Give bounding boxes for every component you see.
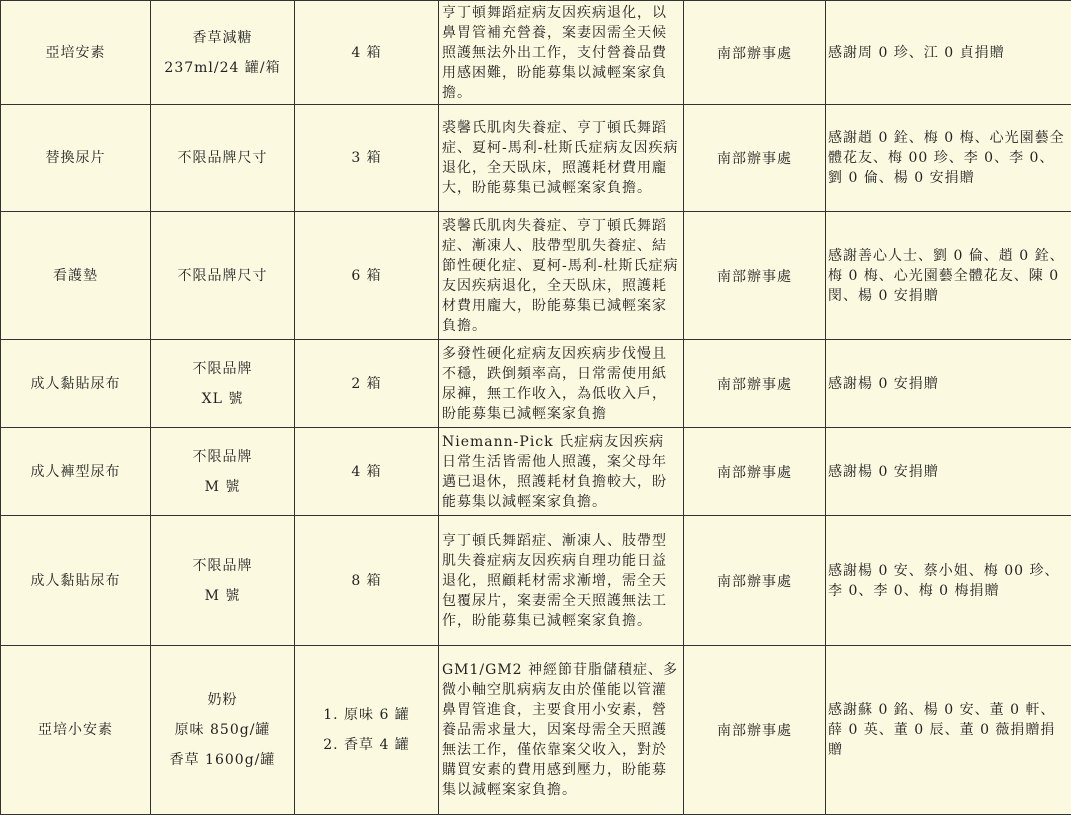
office-cell: 南部辦事處 (684, 1, 826, 105)
item-name-cell: 亞培小安素 (1, 646, 151, 815)
spec-line: 不限品牌尺寸 (151, 261, 294, 291)
office-cell: 南部辦事處 (684, 340, 826, 428)
item-name-cell: 亞培安素 (1, 1, 151, 105)
thanks-cell: 感謝楊 0 安捐贈 (826, 428, 1071, 516)
item-name-cell: 成人褲型尿布 (1, 428, 151, 516)
spec-line: M 號 (151, 581, 294, 611)
table-row (1, 516, 1071, 646)
office-cell: 南部辦事處 (684, 428, 826, 516)
reason-cell: Niemann-Pick 氏症病友因疾病日常生活皆需他人照護，案父母年邁已退休，照護耗材負擔較大，盼能募集以減輕案家負擔。 (439, 428, 684, 516)
office-cell: 南部辦事處 (684, 516, 826, 646)
spec-line: 奶粉 (151, 685, 294, 715)
quantity-cell (295, 340, 439, 428)
office-cell: 南部辦事處 (684, 105, 826, 212)
spec-line: 不限品牌 (151, 354, 294, 384)
spec-line: 香草 1600g/罐 (151, 745, 294, 775)
quantity-cell (295, 105, 439, 212)
item-name-cell: 成人黏貼尿布 (1, 340, 151, 428)
reason-cell: 裘馨氏肌肉失養症、亨丁頓氏舞蹈症、夏柯-馬利-杜斯氏症病友因疾病退化，全天臥床，照護耗材費用龐大，盼能募集已減輕案家負擔。 (439, 105, 684, 212)
spec-line: 香草減糖 (151, 23, 294, 53)
spec-line: XL 號 (151, 384, 294, 414)
quantity-cell (295, 646, 439, 815)
table-row (1, 105, 1071, 212)
table-row (1, 428, 1071, 516)
thanks-cell: 感謝楊 0 安、蔡小姐、梅 00 珍、李 0、李 0、梅 0 梅捐贈 (826, 516, 1071, 646)
spec-cell (151, 340, 295, 428)
spec-line: 不限品牌 (151, 442, 294, 472)
qty-line: 4 箱 (295, 38, 438, 68)
quantity-cell (295, 516, 439, 646)
thanks-cell: 感謝蘇 0 銘、楊 0 安、董 0 軒、薛 0 英、董 0 辰、董 0 薇捐贈捐贈 (826, 646, 1071, 815)
table-row (1, 212, 1071, 340)
reason-cell: 裘馨氏肌肉失養症、亨丁頓氏舞蹈症、漸凍人、肢帶型肌失養症、結節性硬化症、夏柯-馬利-杜斯氏症病友因疾病退化，全天臥床，照護耗材費用龐大，盼能募集已減輕案家負擔。 (439, 212, 684, 340)
quantity-cell (295, 428, 439, 516)
table-row (1, 340, 1071, 428)
spec-cell (151, 428, 295, 516)
office-cell: 南部辦事處 (684, 646, 826, 815)
thanks-cell: 感謝善心人士、劉 0 倫、趙 0 銓、梅 0 梅、心光園藝全體花友、陳 0 閔、楊 0 安捐贈 (826, 212, 1071, 340)
spec-line: 237ml/24 罐/箱 (151, 53, 294, 83)
reason-cell: 多發性硬化症病友因疾病步伐慢且不穩，跌倒頻率高，日常需使用紙尿褲，無工作收入，為低收入戶，盼能募集已減輕案家負擔 (439, 340, 684, 428)
spec-line: 原味 850g/罐 (151, 715, 294, 745)
quantity-cell (295, 1, 439, 105)
spec-line: 不限品牌 (151, 551, 294, 581)
qty-line: 8 箱 (295, 566, 438, 596)
office-cell: 南部辦事處 (684, 212, 826, 340)
qty-line: 1. 原味 6 罐 (295, 700, 438, 730)
table-row (1, 1, 1071, 105)
quantity-cell (295, 212, 439, 340)
qty-line: 2. 香草 4 罐 (295, 730, 438, 760)
spec-cell (151, 105, 295, 212)
spec-line: M 號 (151, 472, 294, 502)
spec-cell (151, 646, 295, 815)
item-name-cell: 替換尿片 (1, 105, 151, 212)
thanks-cell: 感謝趙 0 銓、梅 0 梅、心光園藝全體花友、梅 00 珍、李 0、李 0、劉 0 倫、楊 0 安捐贈 (826, 105, 1071, 212)
qty-line: 2 箱 (295, 369, 438, 399)
qty-line: 6 箱 (295, 261, 438, 291)
qty-line: 4 箱 (295, 457, 438, 487)
reason-cell: 亨丁頓氏舞蹈症、漸凍人、肢帶型肌失養症病友因疾病自理功能日益退化，照顧耗材需求漸增，需全天包覆尿片，案妻需全天照護無法工作，盼能募集已減輕案家負擔。 (439, 516, 684, 646)
item-name-cell: 看護墊 (1, 212, 151, 340)
reason-cell: GM1/GM2 神經節苷脂儲積症、多微小軸空肌病病友由於僅能以管灌鼻胃管進食，主要食用小安素，營養品需求量大，因案母需全天照護無法工作，僅依靠案父收入，對於購買安素的費用感到壓力，盼能募集以減輕案家負擔。 (439, 646, 684, 815)
spec-cell (151, 212, 295, 340)
thanks-cell: 感謝周 0 珍、江 0 貞捐贈 (826, 1, 1071, 105)
item-name-cell: 成人黏貼尿布 (1, 516, 151, 646)
table-row (1, 646, 1071, 815)
thanks-cell: 感謝楊 0 安捐贈 (826, 340, 1071, 428)
qty-line: 3 箱 (295, 143, 438, 173)
reason-cell: 亨丁頓舞蹈症病友因疾病退化，以鼻胃管補充營養，案妻因需全天候照護無法外出工作，支付營養品費用感困難，盼能募集以減輕案家負擔。 (439, 1, 684, 105)
spec-line: 不限品牌尺寸 (151, 143, 294, 173)
spec-cell (151, 516, 295, 646)
spec-cell (151, 1, 295, 105)
